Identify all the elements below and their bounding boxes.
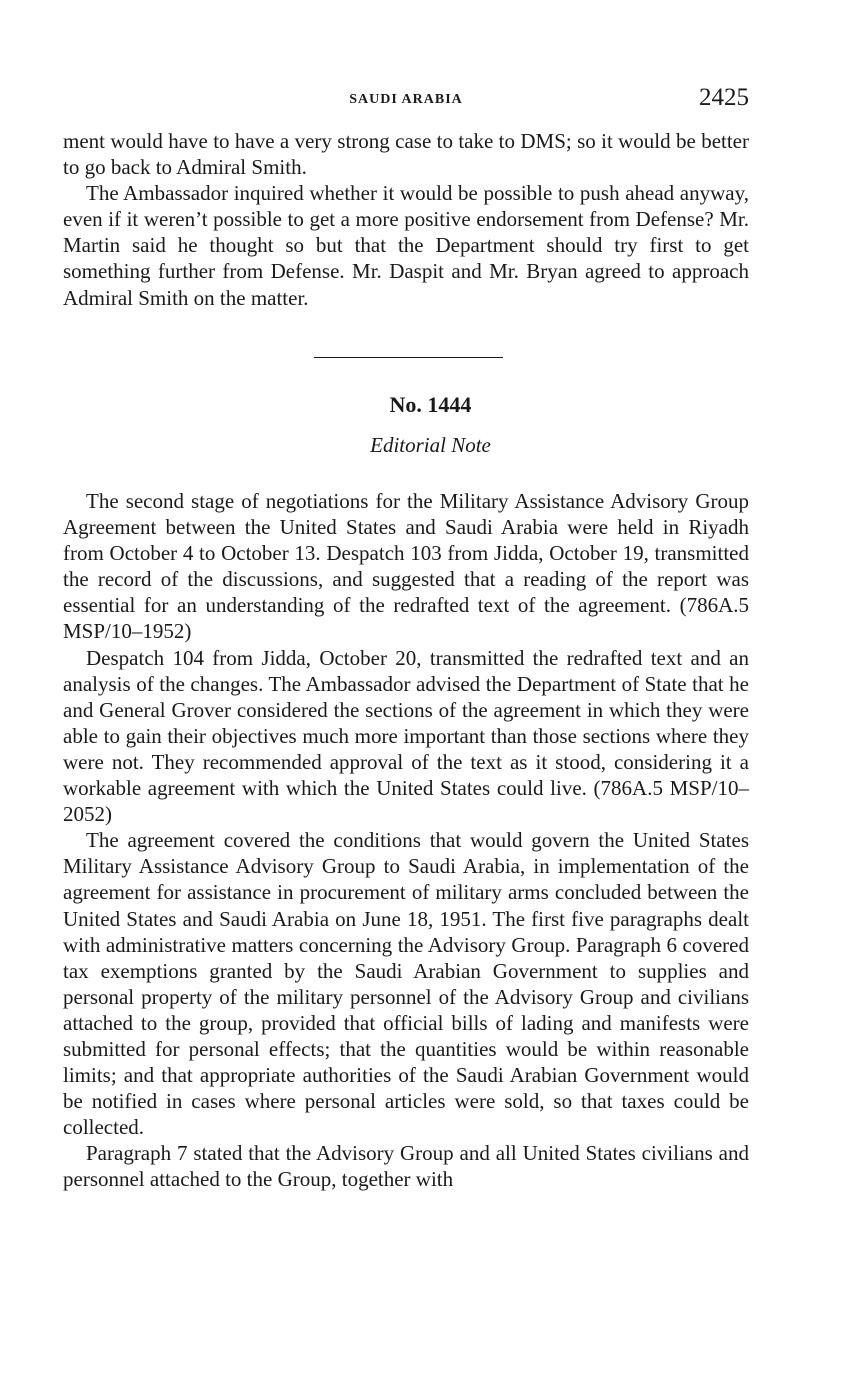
- document-number: No. 1444: [389, 392, 472, 417]
- running-header: [63, 84, 749, 116]
- paragraph: ment would have to have a very strong case to take to DMS; so it would be better to go back to Admiral Smith.: [63, 129, 749, 180]
- continuation-text: [63, 128, 749, 311]
- running-title: SAUDI ARABIA: [349, 92, 463, 107]
- paragraph: The agreement covered the conditions that would govern the United States Military Assistance Advisory Group to Saudi Arabia, in implementation of the agreement for assistance in procurement of military arms concluded between the United States and Saudi Arabia on June 18, 1951. The first five paragraphs dealt with administrative matters concerning the Advisory Group. Paragraph 6 covered tax exemptions granted by the Saudi Arabian Government to supplies and personal property of the military personnel of the Advisory Group and civilians attached to the group, provided that official bills of lading and manifests were submitted for personal effects; that the quantities would be within reasonable limits; and that appropriate authorities of the Saudi Arabian Government would be notified in cases where personal articles were sold, so that taxes could be collected.: [63, 828, 749, 1140]
- paragraph: The Ambassador inquired whether it would be possible to push ahead anyway, even if it weren’t possible to get a more positive endorsement from Defense? Mr. Martin said he thought so but that the Department should try first to get something further from Defense. Mr. Daspit and Mr. Bryan agreed to approach Admiral Smith on the matter.: [63, 181, 749, 310]
- document-subtitle: Editorial Note: [370, 433, 491, 457]
- page-number: 2425: [699, 84, 749, 111]
- editorial-note-text: [63, 488, 749, 1193]
- paragraph: Paragraph 7 stated that the Advisory Group and all United States civilians and personnel attached to the Group, together with: [63, 1141, 749, 1192]
- paragraph: Despatch 104 from Jidda, October 20, transmitted the redrafted text and an analysis of the changes. The Ambassador advised the Department of State that he and General Grover considered the sections of the agreement in which they were able to gain their objectives much more important than those sections where they were not. They recommended approval of the text as it stood, considering it a workable agreement with which the United States could live. (786A.5 MSP/10–2052): [63, 645, 749, 827]
- paragraph: The second stage of negotiations for the Military Assistance Advisory Group Agreement between the United States and Saudi Arabia were held in Riyadh from October 4 to October 13. Despatch 103 from Jidda, October 19, transmitted the record of the discussions, and suggested that a reading of the report was essential for an understanding of the redrafted text of the agreement. (786A.5 MSP/10–1952): [63, 489, 749, 644]
- section-divider: [314, 357, 503, 358]
